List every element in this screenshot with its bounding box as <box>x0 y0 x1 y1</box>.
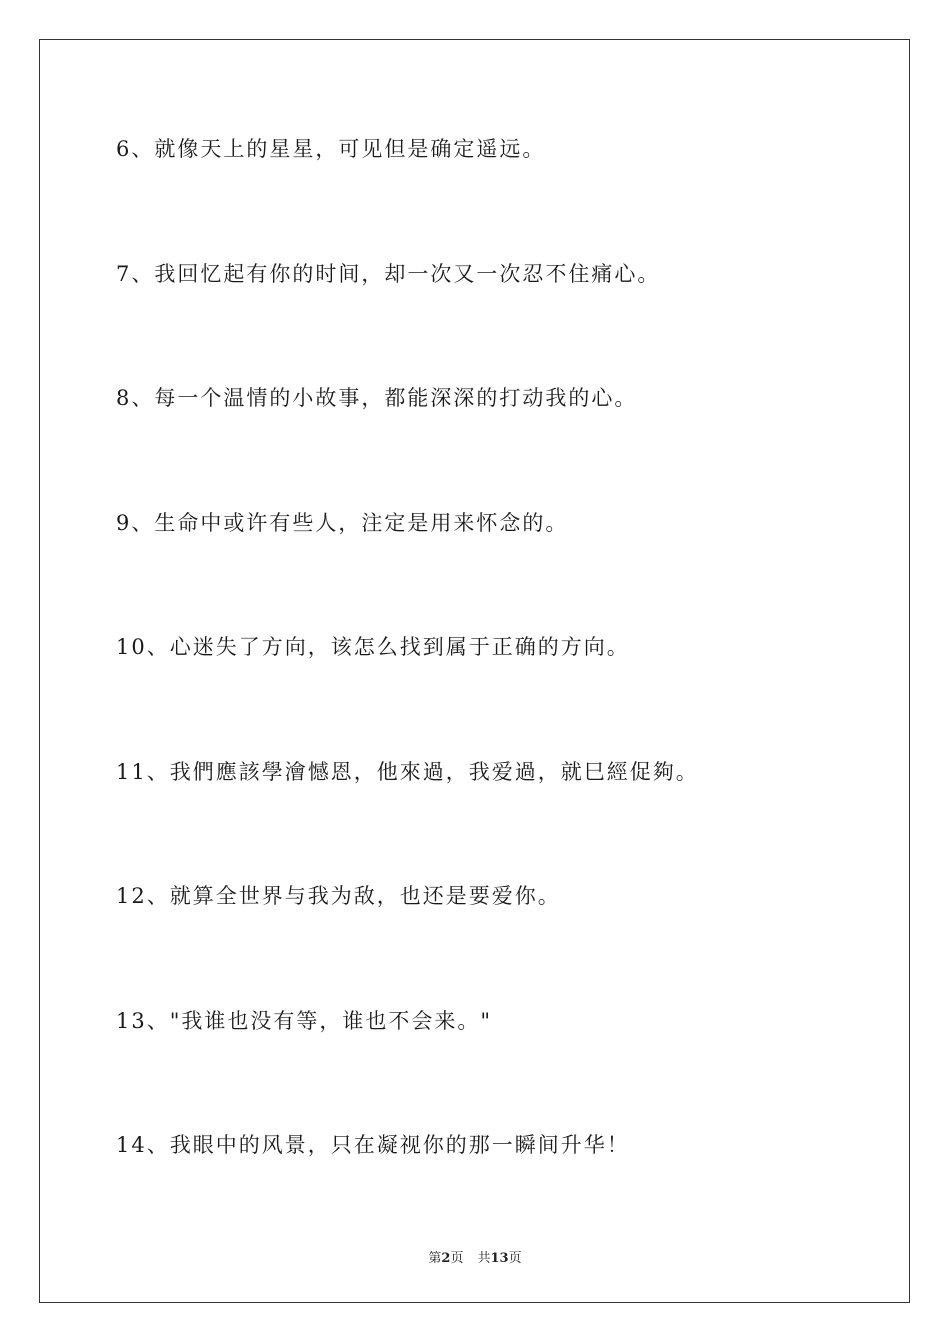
page-number: 2 <box>441 1251 451 1266</box>
quote-item-6: 6、就像天上的星星，可见但是确定遥远。 <box>116 137 546 161</box>
quote-item-13: 13、"我谁也没有等，谁也不会来。" <box>116 1008 493 1033</box>
page-suffix: 页 <box>450 1251 464 1266</box>
page-prefix: 第 <box>428 1251 442 1266</box>
quote-item-14: 14、我眼中的风景，只在凝视你的那一瞬间升华！ <box>116 1133 630 1157</box>
total-prefix: 共 <box>477 1251 491 1266</box>
quote-item-10: 10、心迷失了方向，该怎么找到属于正确的方向。 <box>116 635 630 659</box>
total-suffix: 页 <box>508 1251 522 1266</box>
quote-item-9: 9、生命中或许有些人，注定是用来怀念的。 <box>116 510 569 535</box>
quote-item-8: 8、每一个温情的小故事，都能深深的打动我的心。 <box>116 386 638 410</box>
quote-item-12: 12、就算全世界与我为敌，也还是要爱你。 <box>116 884 561 908</box>
quote-item-11: 11、我們應該學澮憾恩，他來過，我爱過，就巳經促夠。 <box>116 759 699 784</box>
quote-item-7: 7、我回忆起有你的时间，却一次又一次忍不住痛心。 <box>116 261 661 286</box>
page-footer <box>0 1247 950 1266</box>
total-pages: 13 <box>490 1251 509 1266</box>
quote-list <box>116 130 876 1251</box>
